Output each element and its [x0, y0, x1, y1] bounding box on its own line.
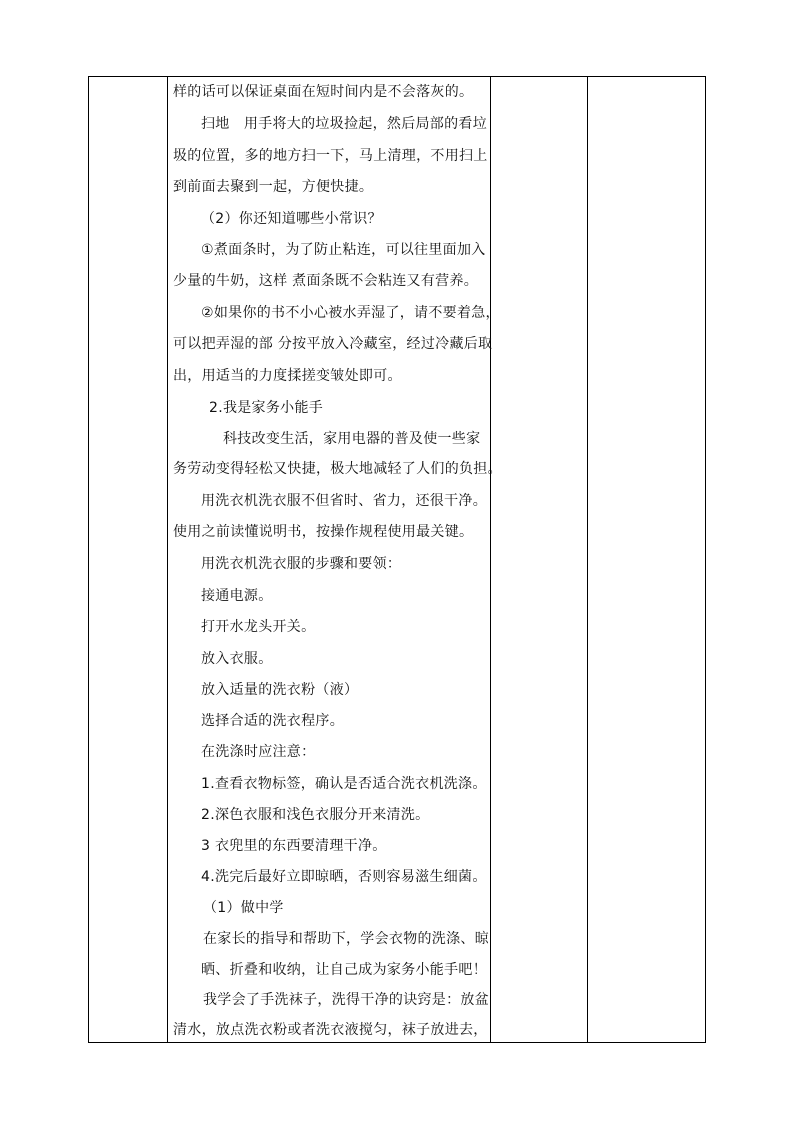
column-divider-3 — [587, 77, 588, 1042]
text-line: （2）你还知道哪些小常识？ — [201, 211, 382, 227]
text-line: 我学会了手洗袜子，洗得干净的诀窍是：放盆 — [203, 992, 489, 1008]
text-line: 4.洗完后最好立即晾晒，否则容易滋生细菌。 — [201, 869, 487, 885]
text-line: 在家长的指导和帮助下，学会衣物的洗涤、晾 — [203, 931, 489, 947]
text-line: 用洗衣机洗衣服的步骤和要领： — [201, 556, 402, 572]
column-divider-1 — [167, 77, 168, 1042]
text-line: 圾的位置，多的地方扫一下，马上清理，不用扫上 — [173, 148, 488, 164]
lesson-table — [88, 76, 706, 1043]
text-line: 接通电源。 — [201, 588, 273, 604]
section-heading: 2.我是家务小能手 — [209, 400, 324, 416]
text-line: 打开水龙头开关。 — [201, 619, 316, 635]
text-line: 3 衣兜里的东西要清理干净。 — [201, 838, 387, 854]
text-line: 科技改变生活，家用电器的普及使一些家 — [223, 431, 481, 447]
text-line: 放入适量的洗衣粉（液） — [201, 682, 359, 698]
text-line: 使用之前读懂说明书，按操作规程使用最关键。 — [173, 524, 474, 540]
text-line: 样的话可以保证桌面在短时间内是不会落灰的。 — [173, 84, 474, 100]
text-line: ②如果你的书不小心被水弄湿了，请不要着急， — [201, 305, 500, 321]
text-line: 放入衣服。 — [201, 651, 273, 667]
text-line: 扫地 用手将大的垃圾捡起，然后局部的看垃 — [201, 116, 487, 132]
text-line: 可以把弄湿的部 分按平放入冷藏室，经过冷藏后取 — [173, 336, 493, 352]
text-line: 出，用适当的力度揉搓变皱处即可。 — [173, 368, 402, 384]
text-line: 清水，放点洗衣粉或者洗衣液搅匀，袜子放进去， — [173, 1022, 488, 1038]
text-line: 务劳动变得轻松又快捷，极大地减轻了人们的负担。 — [173, 461, 502, 477]
text-line: （1）做中学 — [203, 900, 284, 916]
text-line: 用洗衣机洗衣服不但省时、省力，还很干净。 — [201, 493, 487, 509]
text-line: ①煮面条时，为了防止粘连，可以往里面加入 — [201, 242, 486, 258]
text-line: 晒、折叠和收纳，让自己成为家务小能手吧！ — [201, 962, 487, 978]
text-line: 少量的牛奶，这样 煮面条既不会粘连又有营养。 — [173, 273, 479, 289]
column-divider-2 — [490, 77, 491, 1042]
text-line: 1.查看衣物标签，确认是否适合洗衣机洗涤。 — [201, 776, 487, 792]
text-line: 选择合适的洗衣程序。 — [201, 713, 344, 729]
text-line: 在洗涤时应注意： — [201, 744, 316, 760]
text-line: 到前面去聚到一起，方便快捷。 — [173, 179, 374, 195]
text-line: 2.深色衣服和浅色衣服分开来清洗。 — [201, 807, 430, 823]
